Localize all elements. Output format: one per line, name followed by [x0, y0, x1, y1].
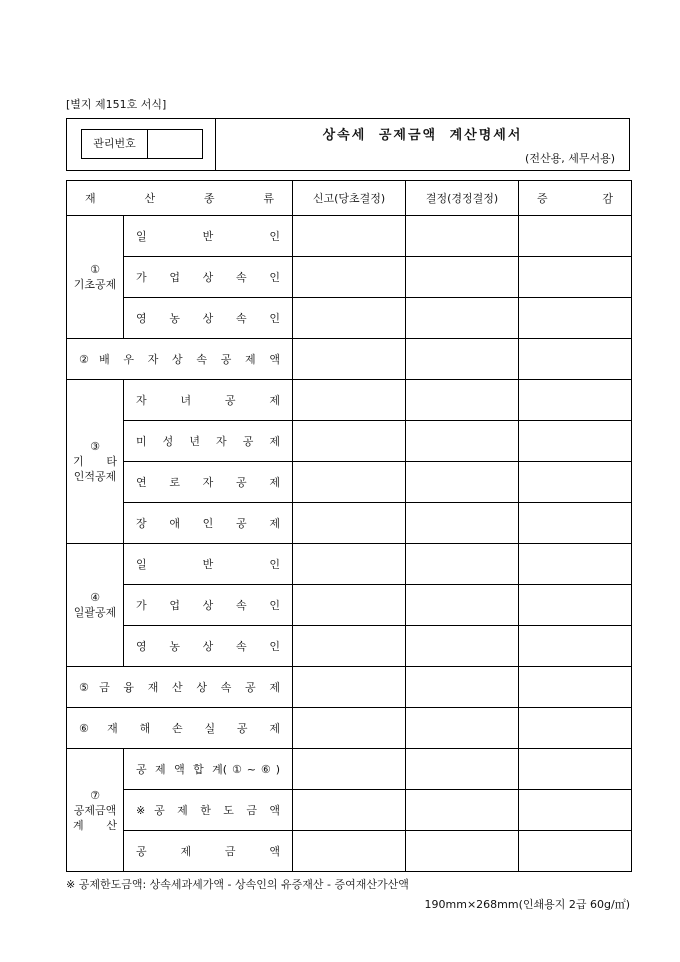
decided-amount-cell[interactable]	[406, 339, 519, 380]
col-header-change: 증 감	[519, 181, 632, 216]
group-lump-number: ④	[90, 591, 100, 604]
decided-amount-cell[interactable]	[406, 585, 519, 626]
row-label-financial-deduction: ⑤금 융 재 산 상 속 공 제	[67, 667, 293, 708]
reported-amount-cell[interactable]	[293, 708, 406, 749]
paper-spec: 190mm×268mm(인쇄용지 2급 60g/㎡)	[424, 898, 630, 911]
change-amount-cell[interactable]	[519, 790, 632, 831]
change-amount-cell[interactable]	[519, 339, 632, 380]
decided-amount-cell[interactable]	[406, 544, 519, 585]
decided-amount-cell[interactable]	[406, 790, 519, 831]
change-amount-cell[interactable]	[519, 708, 632, 749]
form-label: [별지 제151호 서식]	[66, 98, 167, 111]
form-header	[66, 118, 630, 171]
change-amount-cell[interactable]	[519, 503, 632, 544]
reported-amount-cell[interactable]	[293, 380, 406, 421]
row-label: 장 애 인 공 제	[124, 503, 293, 544]
decided-amount-cell[interactable]	[406, 380, 519, 421]
decided-amount-cell[interactable]	[406, 503, 519, 544]
group-lump-sum-deduction	[67, 544, 124, 667]
row-label: 공 제 금 액	[124, 831, 293, 872]
table-header-row	[67, 181, 632, 216]
table-row	[67, 708, 632, 749]
row-label: 일 반 인	[124, 544, 293, 585]
reported-amount-cell[interactable]	[293, 544, 406, 585]
change-amount-cell[interactable]	[519, 380, 632, 421]
group-other-label-line2: 인적공제	[73, 470, 117, 483]
reported-amount-cell[interactable]	[293, 667, 406, 708]
row-label: 자 녀 공 제	[124, 380, 293, 421]
table-row	[67, 380, 632, 421]
table-row	[67, 421, 632, 462]
col-header-category: 재 산 종 류	[67, 181, 293, 216]
reported-amount-cell[interactable]	[293, 216, 406, 257]
group-lump-label: 일괄공제	[73, 606, 117, 619]
group-calc-number: ⑦	[90, 788, 100, 802]
reported-amount-cell[interactable]	[293, 749, 406, 790]
table-row	[67, 544, 632, 585]
change-amount-cell[interactable]	[519, 626, 632, 667]
row-label: 가 업 상 속 인	[124, 257, 293, 298]
reported-amount-cell[interactable]	[293, 421, 406, 462]
decided-amount-cell[interactable]	[406, 626, 519, 667]
management-number-cell	[67, 119, 216, 170]
decided-amount-cell[interactable]	[406, 708, 519, 749]
row-label: 미 성 년 자 공 제	[124, 421, 293, 462]
table-row	[67, 298, 632, 339]
management-number-box	[81, 129, 203, 159]
decided-amount-cell[interactable]	[406, 749, 519, 790]
change-amount-cell[interactable]	[519, 667, 632, 708]
document-subtitle: (전산용, 세무서용)	[525, 152, 615, 165]
management-number-label: 관리번호	[82, 130, 148, 158]
group-deduction-calculation	[67, 749, 124, 872]
col-header-decided: 결정(경정결정)	[406, 181, 519, 216]
table-row	[67, 790, 632, 831]
table-row	[67, 339, 632, 380]
table-row	[67, 626, 632, 667]
group-other-label-line1: 기 타	[73, 455, 117, 468]
decided-amount-cell[interactable]	[406, 831, 519, 872]
change-amount-cell[interactable]	[519, 216, 632, 257]
change-amount-cell[interactable]	[519, 831, 632, 872]
group-basic-number: ①	[90, 263, 100, 276]
footnote: ※ 공제한도금액: 상속세과세가액 - 상속인의 유증재산 - 증여재산가산액	[66, 878, 409, 891]
group-calc-label-line1: 공제금액	[73, 803, 117, 817]
reported-amount-cell[interactable]	[293, 298, 406, 339]
decided-amount-cell[interactable]	[406, 216, 519, 257]
change-amount-cell[interactable]	[519, 544, 632, 585]
reported-amount-cell[interactable]	[293, 503, 406, 544]
group-other-personal-deduction	[67, 380, 124, 544]
decided-amount-cell[interactable]	[406, 257, 519, 298]
row-label: 가 업 상 속 인	[124, 585, 293, 626]
col-header-reported: 신고(당초결정)	[293, 181, 406, 216]
change-amount-cell[interactable]	[519, 749, 632, 790]
table-row	[67, 462, 632, 503]
change-amount-cell[interactable]	[519, 585, 632, 626]
decided-amount-cell[interactable]	[406, 421, 519, 462]
table-row	[67, 667, 632, 708]
change-amount-cell[interactable]	[519, 257, 632, 298]
row-label-disaster-deduction: ⑥재 해 손 실 공 제	[67, 708, 293, 749]
row-label: ※공 제 한 도 금 액	[124, 790, 293, 831]
deduction-table	[66, 180, 632, 872]
table-row	[67, 585, 632, 626]
reported-amount-cell[interactable]	[293, 257, 406, 298]
reported-amount-cell[interactable]	[293, 462, 406, 503]
change-amount-cell[interactable]	[519, 462, 632, 503]
reported-amount-cell[interactable]	[293, 585, 406, 626]
group-other-number: ③	[90, 440, 100, 453]
table-row	[67, 831, 632, 872]
group-calc-label-line2: 계 산	[73, 818, 117, 832]
row-label: 영 농 상 속 인	[124, 298, 293, 339]
change-amount-cell[interactable]	[519, 298, 632, 339]
table-row	[67, 257, 632, 298]
reported-amount-cell[interactable]	[293, 626, 406, 667]
table-row	[67, 749, 632, 790]
row-label: 영 농 상 속 인	[124, 626, 293, 667]
decided-amount-cell[interactable]	[406, 462, 519, 503]
group-basic-deduction	[67, 216, 124, 339]
document-title: 상속세 공제금액 계산명세서	[322, 128, 523, 143]
row-label: 공 제 액 합 계(①~⑥)	[124, 749, 293, 790]
row-label-spouse-deduction: ②배 우 자 상 속 공 제 액	[67, 339, 293, 380]
reported-amount-cell[interactable]	[293, 790, 406, 831]
reported-amount-cell[interactable]	[293, 831, 406, 872]
table-row	[67, 216, 632, 257]
row-label: 일 반 인	[124, 216, 293, 257]
decided-amount-cell[interactable]	[406, 298, 519, 339]
change-amount-cell[interactable]	[519, 421, 632, 462]
row-label: 연 로 자 공 제	[124, 462, 293, 503]
reported-amount-cell[interactable]	[293, 339, 406, 380]
decided-amount-cell[interactable]	[406, 667, 519, 708]
group-basic-label: 기초공제	[73, 278, 117, 291]
table-row	[67, 503, 632, 544]
